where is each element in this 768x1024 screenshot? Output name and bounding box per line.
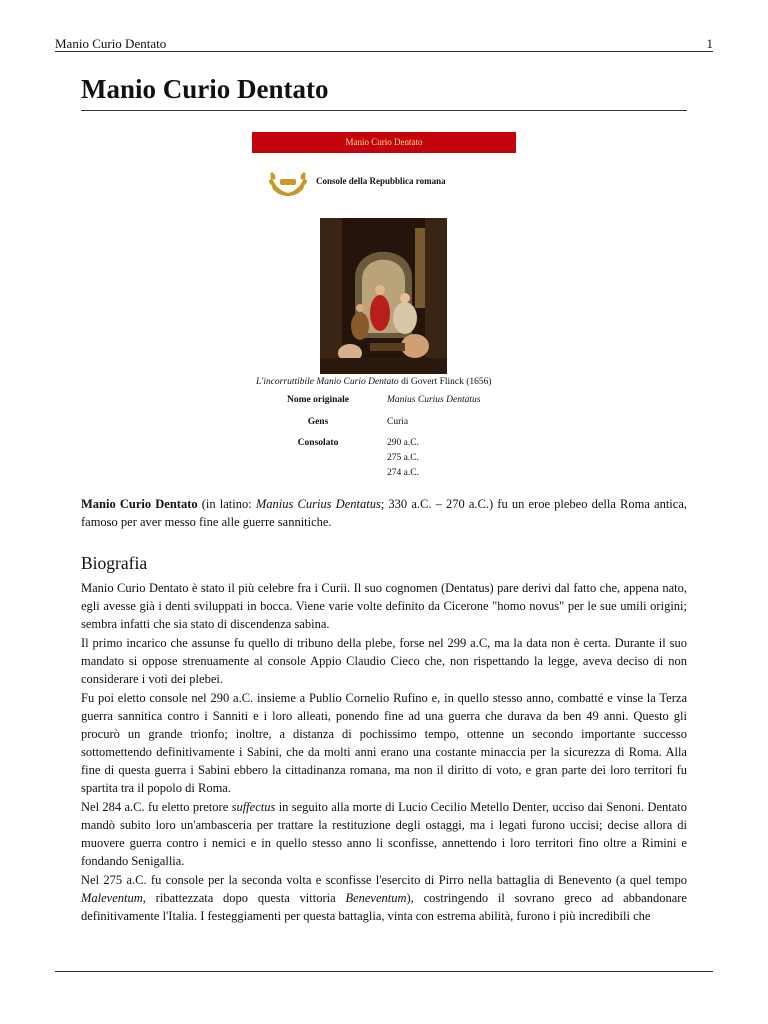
section-heading: Biografia [81,553,148,573]
consolato-year: 275 a.C. [387,453,419,463]
caption-italic: L'incorruttibile Manio Curio Dentato [256,377,399,387]
intro-bold-name: Manio Curio Dentato [81,497,198,511]
footer-rule [55,971,713,972]
p4-text: in seguito alla morte di Lucio Cecilio Metello Denter, ucciso dai Senoni. Dentato mandò subito loro un'ambasceria per trattare la restituzione degli ostaggi, ma i legati furono uccisi; decise allora di muovere guerra contro i nemici e in quello stesso anno li sconfisse, annettendo i loro territori fino oltre a Rimini e fondando Senigallia. [81,800,687,868]
p4-text: Nel 284 a.C. fu eletto pretore [81,800,232,814]
laurel-wreath-icon [267,166,309,200]
running-head [55,36,713,52]
infobox-row-consolato-label: Consolato [297,438,339,448]
office-title: Console della Repubblica romana [316,176,446,186]
paragraph-3: Fu poi eletto console nel 290 a.C. insieme a Publio Cornelio Rufino e, in quello stesso anno, combatté e vinse la Terza guerra sannitica contro i Sanniti e i loro alleati, ponendo fine ad una guerra che durava da ben 49 anni. Questo gli procurò un grande trionfo; inoltre, a distanza di pochissimo tempo, ottenne un secondo importante successo sottomettendo definitivamente i Sabini, che da molti anni erano una costante minaccia per la sicurezza di Roma. Alla fine di questa guerra i Sabini ebbero la cittadinanza romana, ma non il diritto di voto, e gran parte dei loro territori fu spartita tra il popolo di Roma. [81,691,687,795]
infobox-row-gens-value: Curia [387,417,409,427]
paragraph-2: Il primo incarico che assunse fu quello di tribuno della plebe, forse nel 299 a.C, ma la data non è certa. Durante il suo mandato si oppose strenuamente al console Appio Claudio Cieco che, non rispettando la legge, aveva deciso di non considerare i voti dei plebei. [81,636,687,686]
page-number: 1 [706,36,713,51]
paragraph-4 [81,798,687,870]
caption-rest: di Govert Flinck (1656) [398,377,492,387]
infobox-row-nome-label: Nome originale [286,395,349,405]
p5-text: , ribattezzata dopo questa vittoria [142,891,346,905]
infobox-row-nome-value: Manius Curius Dentatus [387,395,481,405]
p5-italic: Beneventum [345,891,407,905]
consolato-year: 290 a.C. [387,438,419,448]
intro-text: (in latino: [197,497,256,511]
intro-latin-name: Manius Curius Dentatus [255,497,381,511]
intro-text: ; 330 a.C. – 270 a.C.) fu un eroe plebeo della Roma antica, famoso per aver messo fine alle guerre sannitiche. [81,497,687,529]
infobox-row-gens-label: Gens [307,417,329,427]
painting-caption [256,377,492,387]
running-title: Manio Curio Dentato [55,36,167,51]
infobox-header[interactable]: Manio Curio Dentato [252,132,516,153]
p4-italic: suffectus [231,800,276,814]
painting-image[interactable] [320,218,447,374]
paragraph-1: Manio Curio Dentato è stato il più celebre fra i Curii. Il suo cognomen (Dentatus) pare derivi dal fatto che, appena nato, egli avesse già i denti sviluppati in bocca. Viene varie volte definito da Cicerone "homo novus" per le sue umili origini; sembra infatti che sia stato di discendenza sabina. [81,581,687,631]
p5-text: ), costringendo il sovrano greco ad abbandonare definitivamente l'Italia. I festeggiamenti per questa battaglia, vinta con estrema abilità, furono i più incredibili che [81,891,687,923]
body-text [81,579,687,925]
paragraph-5 [81,871,687,925]
article-title: Manio Curio Dentato [81,74,329,104]
title-rule [81,110,687,111]
header-rule [55,51,713,52]
infobox-row-consolato-values [387,436,419,481]
p5-italic: Maleventum [81,891,143,905]
intro-paragraph [81,495,687,531]
p5-text: Nel 275 a.C. fu console per la seconda volta e sconfisse l'esercito di Pirro nella battaglia di Benevento (a quel tempo [81,873,687,887]
consolato-year: 274 a.C. [387,468,419,478]
